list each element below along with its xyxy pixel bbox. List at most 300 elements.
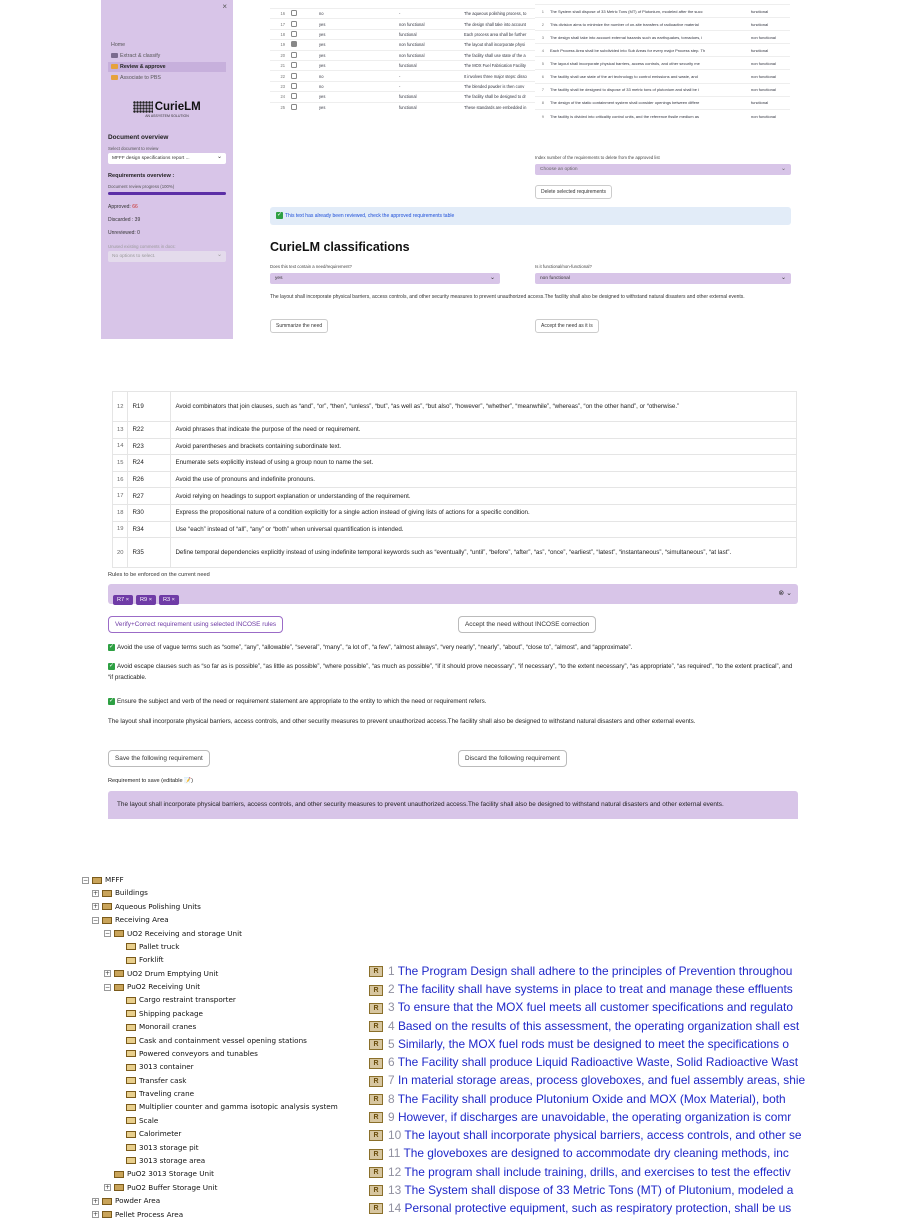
requirement-item[interactable] [369, 1144, 789, 1162]
tree-node[interactable] [126, 953, 164, 966]
class-cell: non functional [396, 40, 461, 50]
row-checkbox[interactable] [291, 31, 297, 37]
unused-comments-select[interactable]: No options to select. ⌄ [108, 251, 226, 262]
node-label: Forklift [139, 955, 164, 965]
node-icon [126, 943, 136, 950]
requirement-text: Similarly, the MOX fuel rods must be designed to meet the specifications o [397, 1036, 789, 1051]
row-index: 2 [535, 18, 547, 31]
rule-id: R23 [128, 438, 171, 455]
requirement-number: 14 [388, 1200, 402, 1215]
tree-node[interactable] [126, 1034, 307, 1047]
select-cell[interactable] [288, 50, 316, 60]
rule-id: R24 [128, 455, 171, 472]
requirement-text: The Facility shall produce Plutonium Oxide and MOX (Mox Material), both [397, 1091, 786, 1106]
node-label: Calorimeter [139, 1129, 182, 1139]
rule-id: R19 [128, 392, 171, 422]
document-select[interactable]: MFFF design specifications report ... ⌄ [108, 153, 226, 164]
class-cell: non functional [748, 70, 790, 83]
select-cell[interactable] [288, 102, 316, 112]
text-cell: The design of the static containment system shall consider openings between differe [547, 96, 748, 109]
class-cell: functional [748, 96, 790, 109]
table-row[interactable] [270, 40, 535, 50]
node-label: Aqueous Polishing Units [115, 901, 201, 911]
requirement-item[interactable] [369, 1126, 802, 1144]
rule-index: 16 [113, 471, 128, 488]
table-row[interactable] [270, 71, 535, 81]
node-label: PuO2 Receiving Unit [127, 982, 201, 992]
nav-associate-pbs[interactable]: Associate to PBS [108, 73, 226, 83]
tree-node[interactable] [92, 1208, 183, 1221]
select-cell[interactable] [288, 92, 316, 102]
tree-node[interactable] [126, 1074, 186, 1087]
requirement-text: However, if discharges are unavoidable, the operating organization is comr [397, 1109, 792, 1124]
requirement-icon: R [369, 1130, 383, 1141]
row-index: 21 [270, 60, 288, 70]
node-label: Pellet Process Area [115, 1209, 184, 1219]
expand-icon[interactable]: + [105, 970, 111, 978]
requirement-icon: R [369, 985, 383, 996]
rule-row [113, 392, 797, 422]
clear-chevron-icon[interactable]: ⊗ ⌄ [778, 590, 792, 597]
class-cell: non functional [748, 31, 790, 44]
need-cell: yes [316, 102, 396, 112]
requirement-item[interactable] [369, 1071, 805, 1089]
row-checkbox[interactable] [291, 52, 297, 58]
need-cell: yes [316, 50, 396, 60]
node-label: Monorail cranes [139, 1022, 197, 1032]
rule-index: 17 [113, 488, 128, 505]
tree-node[interactable] [126, 993, 236, 1006]
collapse-icon[interactable]: − [83, 876, 89, 884]
requirement-item[interactable] [369, 998, 793, 1016]
node-label: Traveling crane [139, 1089, 195, 1099]
collapse-icon[interactable]: − [105, 983, 111, 991]
tree-node[interactable] [104, 927, 242, 940]
approved-requirements-table [535, 4, 790, 122]
rule-id: R30 [128, 504, 171, 521]
pbs-tree [82, 873, 364, 1223]
delete-requirements-button[interactable]: Delete selected requirements [535, 185, 612, 199]
table-row[interactable] [535, 57, 790, 70]
node-icon [126, 1091, 136, 1098]
node-icon [126, 997, 136, 1004]
node-icon [102, 1198, 112, 1205]
select-cell[interactable] [288, 40, 316, 50]
expand-icon[interactable]: + [93, 889, 99, 897]
rule-index: 13 [113, 422, 128, 439]
tree-node[interactable] [92, 1194, 160, 1207]
extract-icon [111, 53, 118, 58]
node-icon [126, 1050, 136, 1057]
verify-correct-button[interactable]: Verify+Correct requirement using selected INCOSE rules [108, 616, 283, 633]
table-row[interactable] [535, 31, 790, 44]
requirement-item[interactable] [369, 980, 793, 998]
requirement-icon: R [369, 1112, 383, 1123]
need-cell: yes [316, 40, 396, 50]
row-checkbox[interactable] [291, 62, 297, 68]
check-icon: ✓ [276, 212, 283, 218]
requirement-number: 9 [388, 1109, 395, 1124]
row-index: 5 [535, 57, 547, 70]
close-sidebar-icon[interactable]: × [222, 2, 227, 11]
select-cell[interactable] [288, 81, 316, 91]
tree-node[interactable] [126, 1114, 158, 1127]
requirement-item[interactable] [369, 1181, 793, 1199]
table-row[interactable] [270, 9, 535, 19]
requirement-icon: R [369, 1203, 383, 1214]
rule-text: Avoid combinators that join clauses, such as “and”, “or”, “then”, “unless”, “but”, “as well as”, “but also”, “however”, “whether”, “meanwhile”, “whereas”, “on the other hand”, or “otherwise.” [171, 392, 797, 422]
node-label: Shipping package [139, 1008, 203, 1018]
table-row[interactable] [535, 109, 790, 122]
rules-label: Rules to be enforced on the current need [108, 572, 210, 578]
node-label: Powered conveyors and tunables [139, 1048, 258, 1058]
row-index: 25 [270, 102, 288, 112]
requirement-number: 13 [388, 1182, 402, 1197]
tree-node[interactable] [126, 1007, 203, 1020]
row-index: 24 [270, 92, 288, 102]
node-icon [92, 877, 102, 884]
collapse-icon[interactable]: − [105, 930, 111, 938]
rule-index: 15 [113, 455, 128, 472]
requirement-text: To ensure that the MOX fuel meets all customer specifications and regulato [397, 1000, 793, 1015]
accept-without-incose-button[interactable]: Accept the need without INCOSE correction [458, 616, 596, 633]
class-cell: non functional [748, 109, 790, 122]
rule-id: R27 [128, 488, 171, 505]
node-icon [114, 930, 124, 937]
table-row[interactable] [270, 81, 535, 91]
tree-node[interactable] [126, 1127, 181, 1140]
row-index: 22 [270, 71, 288, 81]
table-row[interactable] [535, 18, 790, 31]
incose-rules-table [112, 391, 797, 568]
requirement-to-save-textarea[interactable]: The layout shall incorporate physical barriers, access controls, and other security measures to prevent unauthorized access.The facility shall also be designed to withstand natural disasters and other external events. [108, 791, 798, 819]
requirement-icon: R [369, 966, 383, 977]
table-row[interactable] [270, 50, 535, 60]
row-index: 18 [270, 29, 288, 39]
requirement-number: 4 [388, 1018, 395, 1033]
rule-index: 18 [113, 504, 128, 521]
node-icon [114, 970, 124, 977]
row-checkbox[interactable] [291, 73, 297, 79]
tree-node[interactable] [126, 1020, 196, 1033]
node-label: PuO2 3013 Storage Unit [127, 1169, 214, 1179]
node-icon [114, 984, 124, 991]
requirement-icon: R [369, 1094, 383, 1105]
check-vague-terms: ✓ Avoid the use of vague terms such as “some”, “any”, “allowable”, “several”, “many”, “a lot of”, “a few”, “almost always”, “very nearly”, “nearly”, “about”, “close to”, “almost”, and “approximate”. [108, 643, 633, 651]
text-cell: The layout shall incorporate physi [461, 40, 535, 50]
requirement-item[interactable] [369, 1090, 786, 1108]
node-icon [126, 1131, 136, 1138]
class-cell: - [396, 81, 461, 91]
check-subject-verb: ✓ Ensure the subject and verb of the need or requirement statement are appropriate to the entity to which the need or requirement refers. [108, 697, 487, 705]
tree-node[interactable] [92, 900, 201, 913]
tree-node[interactable] [104, 967, 218, 980]
requirement-text: The gloveboxes are designed to accommodate dry cleaning methods, inc [403, 1146, 789, 1161]
expand-icon[interactable]: + [93, 1211, 99, 1218]
class-cell: - [396, 71, 461, 81]
table-row[interactable] [535, 5, 790, 18]
rule-index: 12 [113, 392, 128, 422]
node-label: Buildings [115, 888, 148, 898]
requirement-item[interactable] [369, 1035, 789, 1053]
requirement-number: 11 [388, 1146, 401, 1161]
node-icon [102, 903, 112, 910]
select-cell[interactable] [288, 29, 316, 39]
class-cell: non functional [396, 19, 461, 29]
class-cell: non functional [748, 83, 790, 96]
row-index: 3 [535, 31, 547, 44]
node-label: Receiving Area [115, 915, 169, 925]
text-cell: The blended powder is then conv [461, 81, 535, 91]
tree-node[interactable] [104, 1181, 217, 1194]
row-checkbox[interactable] [291, 41, 297, 47]
requirement-number: 12 [388, 1164, 402, 1179]
requirement-item[interactable] [369, 1017, 799, 1035]
requirement-icon: R [369, 1149, 383, 1160]
node-label: Powder Area [115, 1196, 161, 1206]
text-cell: This division aims to minimize the number of on-site transfers of radioactive material [547, 18, 748, 31]
node-label: UO2 Drum Emptying Unit [127, 968, 219, 978]
rule-row [113, 422, 797, 439]
functional-select[interactable]: non functional ⌄ [535, 273, 791, 284]
requirement-text: The layout shall incorporate physical barriers, access controls, and other se [404, 1128, 802, 1143]
rule-row [113, 488, 797, 505]
node-label: 3013 container [139, 1062, 194, 1072]
need-cell: yes [316, 60, 396, 70]
expand-icon[interactable]: + [93, 903, 99, 911]
main-area: 16 no - The aqueous polishing process, to 17 yes non functional The design shall take into account 18 yes functional Each process area shall be further 19 yes non functional The layout shall incorporate physi 20 yes non functional The facility shall use state of the a 21 yes functional The MOX Fuel Fabrication Facility 22 no - It involves three major steps: disso 23 no - The blended powder is then conv 24 yes functional The facility shall be designed to dr 25 yes functional These standards are embedded in 1 The System shall dispose of 33 Metric Tons (MT) of Plutonium, modeled after the succ functional 2 This division aims to minimize the number of on-site transfers of radioactive material functional 3 The design shall take into account external hazards such as earthquakes, tornadoes, i non functional 4 Each Process Area shall be subdivided into Sub Areas for every major Process step. Th functional 5 The layout shall incorporate physical barriers, access controls, and other security me non functional 6 The facility shall use state of the art technology to control emissions and waste, and non functional 7 The facility shall be designed to dispose of 33 metric tons of plutonium and shall be i non functional 8 The design of the static containment system shall consider openings between differe functional 9 The facility is divided into criticality control units, and the reference fissile medium as non functional Index number of the requirements to delete from the approved list Choose an option ⌄ Delete selected requirements ✓ This text has already been reviewed, check the approved requirements table CurieLM classifications Does this text contain a need/requirement? yes ⌄ Is it functional/non-functional? non functional ⌄ The layout shall incorporate physical barriers, access controls, and other security measures to prevent unauthorized access.The facility shall also be designed to withstand natural disasters and other external events. Summarize the need Accept the need as it is [238, 0, 803, 339]
text-cell: It involves three major steps: disso [461, 71, 535, 81]
rule-id: R26 [128, 471, 171, 488]
rules-multiselect[interactable] [108, 584, 798, 604]
rule-row [113, 455, 797, 472]
rule-id: R35 [128, 538, 171, 568]
requirement-item[interactable] [369, 1199, 791, 1217]
req-overview-heading: Requirements overview : [108, 173, 175, 179]
discard-requirement-button[interactable]: Discard the following requirement [458, 750, 567, 767]
requirement-number: 6 [388, 1055, 395, 1070]
save-requirement-button[interactable]: Save the following requirement [108, 750, 210, 767]
reviewed-info-banner: ✓ This text has already been reviewed, check the approved requirements table [270, 207, 791, 225]
text-cell: The System shall dispose of 33 Metric Tons (MT) of Plutonium, modeled after the succ [547, 5, 748, 18]
class-cell: functional [748, 44, 790, 57]
tree-node[interactable] [126, 940, 179, 953]
rule-id: R22 [128, 422, 171, 439]
node-label: Multiplier counter and gamma isotopic analysis system [139, 1102, 338, 1112]
node-icon [126, 1104, 136, 1111]
save-label: Requirement to save (editable 📝) [108, 778, 194, 784]
text-cell: The facility shall use state of the a [461, 50, 535, 60]
need-cell: no [316, 81, 396, 91]
class-cell: functional [396, 29, 461, 39]
node-label: 3013 storage pit [139, 1142, 199, 1152]
requirement-icon: R [369, 1021, 383, 1032]
node-label: Transfer cask [139, 1075, 187, 1085]
row-index: 8 [535, 96, 547, 109]
rule-text: Define temporal dependencies explicitly instead of using indefinite temporal keywords such as “eventually”, “until”, “before”, “after”, “as”, “once”, “earliest”, “latest”, “instantaneous”, “simultaneous”, “at last”. [171, 538, 797, 568]
row-index: 9 [535, 109, 547, 122]
sidebar-nav [108, 40, 226, 83]
text-cell: Each process area shall be further [461, 29, 535, 39]
logo-mark-icon [133, 101, 153, 113]
text-cell: These standards are embedded in [461, 102, 535, 112]
tree-node[interactable] [104, 980, 200, 993]
requirement-text: The facility shall have systems in place to treat and manage these effluents [397, 982, 793, 997]
node-label: MFFF [105, 875, 124, 884]
table-row[interactable] [270, 102, 535, 112]
node-label: Scale [139, 1115, 159, 1125]
requirement-text: Based on the results of this assessment, the operating organization shall est [397, 1018, 800, 1033]
table-row[interactable] [535, 44, 790, 57]
row-index: 7 [535, 83, 547, 96]
select-cell[interactable] [288, 71, 316, 81]
node-label: PuO2 Buffer Storage Unit [127, 1182, 218, 1192]
requirement-item[interactable] [369, 1108, 791, 1126]
requirement-number: 8 [388, 1091, 395, 1106]
rule-index: 14 [113, 438, 128, 455]
tree-node[interactable] [126, 1047, 258, 1060]
class-cell: functional [748, 18, 790, 31]
requirement-icon: R [369, 1167, 383, 1178]
tree-node[interactable] [126, 1141, 199, 1154]
class-cell: functional [396, 60, 461, 70]
table-row[interactable] [535, 83, 790, 96]
rule-text: Avoid phrases that indicate the purpose of the need or requirement. [171, 422, 797, 439]
rule-index: 19 [113, 521, 128, 538]
table-row[interactable] [270, 60, 535, 70]
rule-tag[interactable]: R3 × [159, 595, 179, 605]
row-checkbox[interactable] [291, 21, 297, 27]
tree-node[interactable] [126, 1100, 338, 1113]
need-select[interactable]: yes ⌄ [270, 273, 500, 284]
rule-row [113, 538, 797, 568]
tree-node[interactable] [82, 873, 124, 886]
rule-id: R34 [128, 521, 171, 538]
approved-count: Approved: 66 [108, 204, 138, 210]
tree-node[interactable] [114, 1167, 214, 1180]
text-cell: The design shall take into account external hazards such as earthquakes, tornadoes, i [547, 31, 748, 44]
row-index: 17 [270, 19, 288, 29]
row-index: 20 [270, 50, 288, 60]
nav-review-approve[interactable]: Review & approve [108, 62, 226, 72]
class-cell: non functional [396, 50, 461, 60]
row-index: 23 [270, 81, 288, 91]
requirement-text: The program shall include training, drills, and exercises to test the effectiv [404, 1164, 791, 1179]
row-checkbox[interactable] [291, 104, 297, 110]
text-cell: The facility shall be designed to dispose of 33 metric tons of plutonium and shall be i [547, 83, 748, 96]
text-cell: The design shall take into account [461, 19, 535, 29]
select-cell[interactable] [288, 60, 316, 70]
check-icon: ✓ [108, 643, 115, 650]
need-cell: yes [316, 19, 396, 29]
row-checkbox[interactable] [291, 93, 297, 99]
tree-node[interactable] [92, 886, 148, 899]
class-cell: functional [396, 102, 461, 112]
requirement-text: The Facility shall produce Liquid Radioactive Waste, Solid Radioactive Wast [397, 1055, 798, 1070]
tree-node[interactable] [126, 1087, 194, 1100]
corrected-need-text: The layout shall incorporate physical barriers, access controls, and other security measures to prevent unauthorized access.The facility shall also be designed to withstand natural disasters and other external events. [108, 718, 696, 725]
table-row[interactable] [535, 96, 790, 109]
node-icon [126, 957, 136, 964]
check-icon: ✓ [108, 662, 115, 669]
text-cell: The MOX Fuel Fabrication Facility [461, 60, 535, 70]
node-label: Pallet truck [139, 941, 180, 951]
class-cell: non functional [748, 57, 790, 70]
need-cell: no [316, 71, 396, 81]
text-cell: The aqueous polishing process, to [461, 9, 535, 19]
rule-text: Enumerate sets explicitly instead of using a group noun to name the set. [171, 455, 797, 472]
node-icon [126, 1144, 136, 1151]
row-checkbox[interactable] [291, 83, 297, 89]
summarize-button[interactable]: Summarize the need [270, 319, 328, 333]
delete-index-select[interactable]: Choose an option ⌄ [535, 164, 791, 175]
need-text: The layout shall incorporate physical barriers, access controls, and other security measures to prevent unauthorized access.The facility shall also be designed to withstand natural disasters and other external events. [270, 294, 745, 300]
need-cell: yes [316, 29, 396, 39]
nav-home[interactable]: Home [111, 42, 126, 48]
rule-text: Avoid parentheses and brackets containing subordinate text. [171, 438, 797, 455]
requirement-item[interactable] [369, 1053, 798, 1071]
select-cell[interactable] [288, 19, 316, 29]
node-label: Cargo restraint transporter [139, 995, 236, 1005]
row-checkbox[interactable] [291, 10, 297, 16]
accept-as-is-button[interactable]: Accept the need as it is [535, 319, 599, 333]
collapse-icon[interactable]: − [93, 916, 99, 924]
row-index: 16 [270, 9, 288, 19]
requirements-list [369, 962, 823, 1222]
rule-tag[interactable]: R9 × [136, 595, 156, 605]
node-icon [126, 1037, 136, 1044]
node-label: UO2 Receiving and storage Unit [127, 928, 242, 938]
expand-icon[interactable]: + [93, 1197, 99, 1205]
row-index: 6 [535, 70, 547, 83]
discarded-count: Discarded : 39 [108, 217, 141, 223]
node-icon [126, 1117, 136, 1124]
requirement-number: 7 [388, 1073, 395, 1088]
tree-node[interactable] [126, 1060, 194, 1073]
review-progress-bar [108, 192, 226, 195]
table-row[interactable] [270, 29, 535, 39]
text-cell: The facility shall be designed to dr [461, 92, 535, 102]
requirement-number: 10 [388, 1128, 402, 1143]
requirement-text: In material storage areas, process gloveboxes, and fuel assembly areas, shie [397, 1073, 806, 1088]
table-row[interactable] [270, 19, 535, 29]
expand-icon[interactable]: + [105, 1184, 111, 1192]
table-row[interactable] [270, 92, 535, 102]
nav-extract-classify[interactable]: Extract & classify [108, 51, 226, 61]
associate-icon [111, 75, 118, 80]
tree-node[interactable] [92, 913, 169, 926]
rule-text: Express the propositional nature of a condition explicitly for a single action instead of giving lists of actions for a specific condition. [171, 504, 797, 521]
need-cell: yes [316, 92, 396, 102]
rule-tag[interactable]: R7 × [113, 595, 133, 605]
node-icon [114, 1184, 124, 1191]
row-index: 4 [535, 44, 547, 57]
requirement-item[interactable] [369, 1163, 791, 1181]
text-cell: The facility is divided into criticality control units, and the reference fissile medium as [547, 109, 748, 122]
select-cell[interactable] [288, 9, 316, 19]
tree-node[interactable] [126, 1154, 205, 1167]
rule-row [113, 438, 797, 455]
rule-row [113, 521, 797, 538]
requirement-text: The Program Design shall adhere to the principles of Prevention throughou [397, 964, 793, 978]
table-row[interactable] [535, 70, 790, 83]
requirement-item[interactable] [369, 962, 792, 980]
doc-overview-heading: Document overview [108, 134, 169, 141]
rule-row [113, 471, 797, 488]
row-index: 19 [270, 40, 288, 50]
rule-text: Avoid relying on headings to support explanation or understanding of the requirement. [171, 488, 797, 505]
requirement-number: 3 [388, 1000, 395, 1015]
